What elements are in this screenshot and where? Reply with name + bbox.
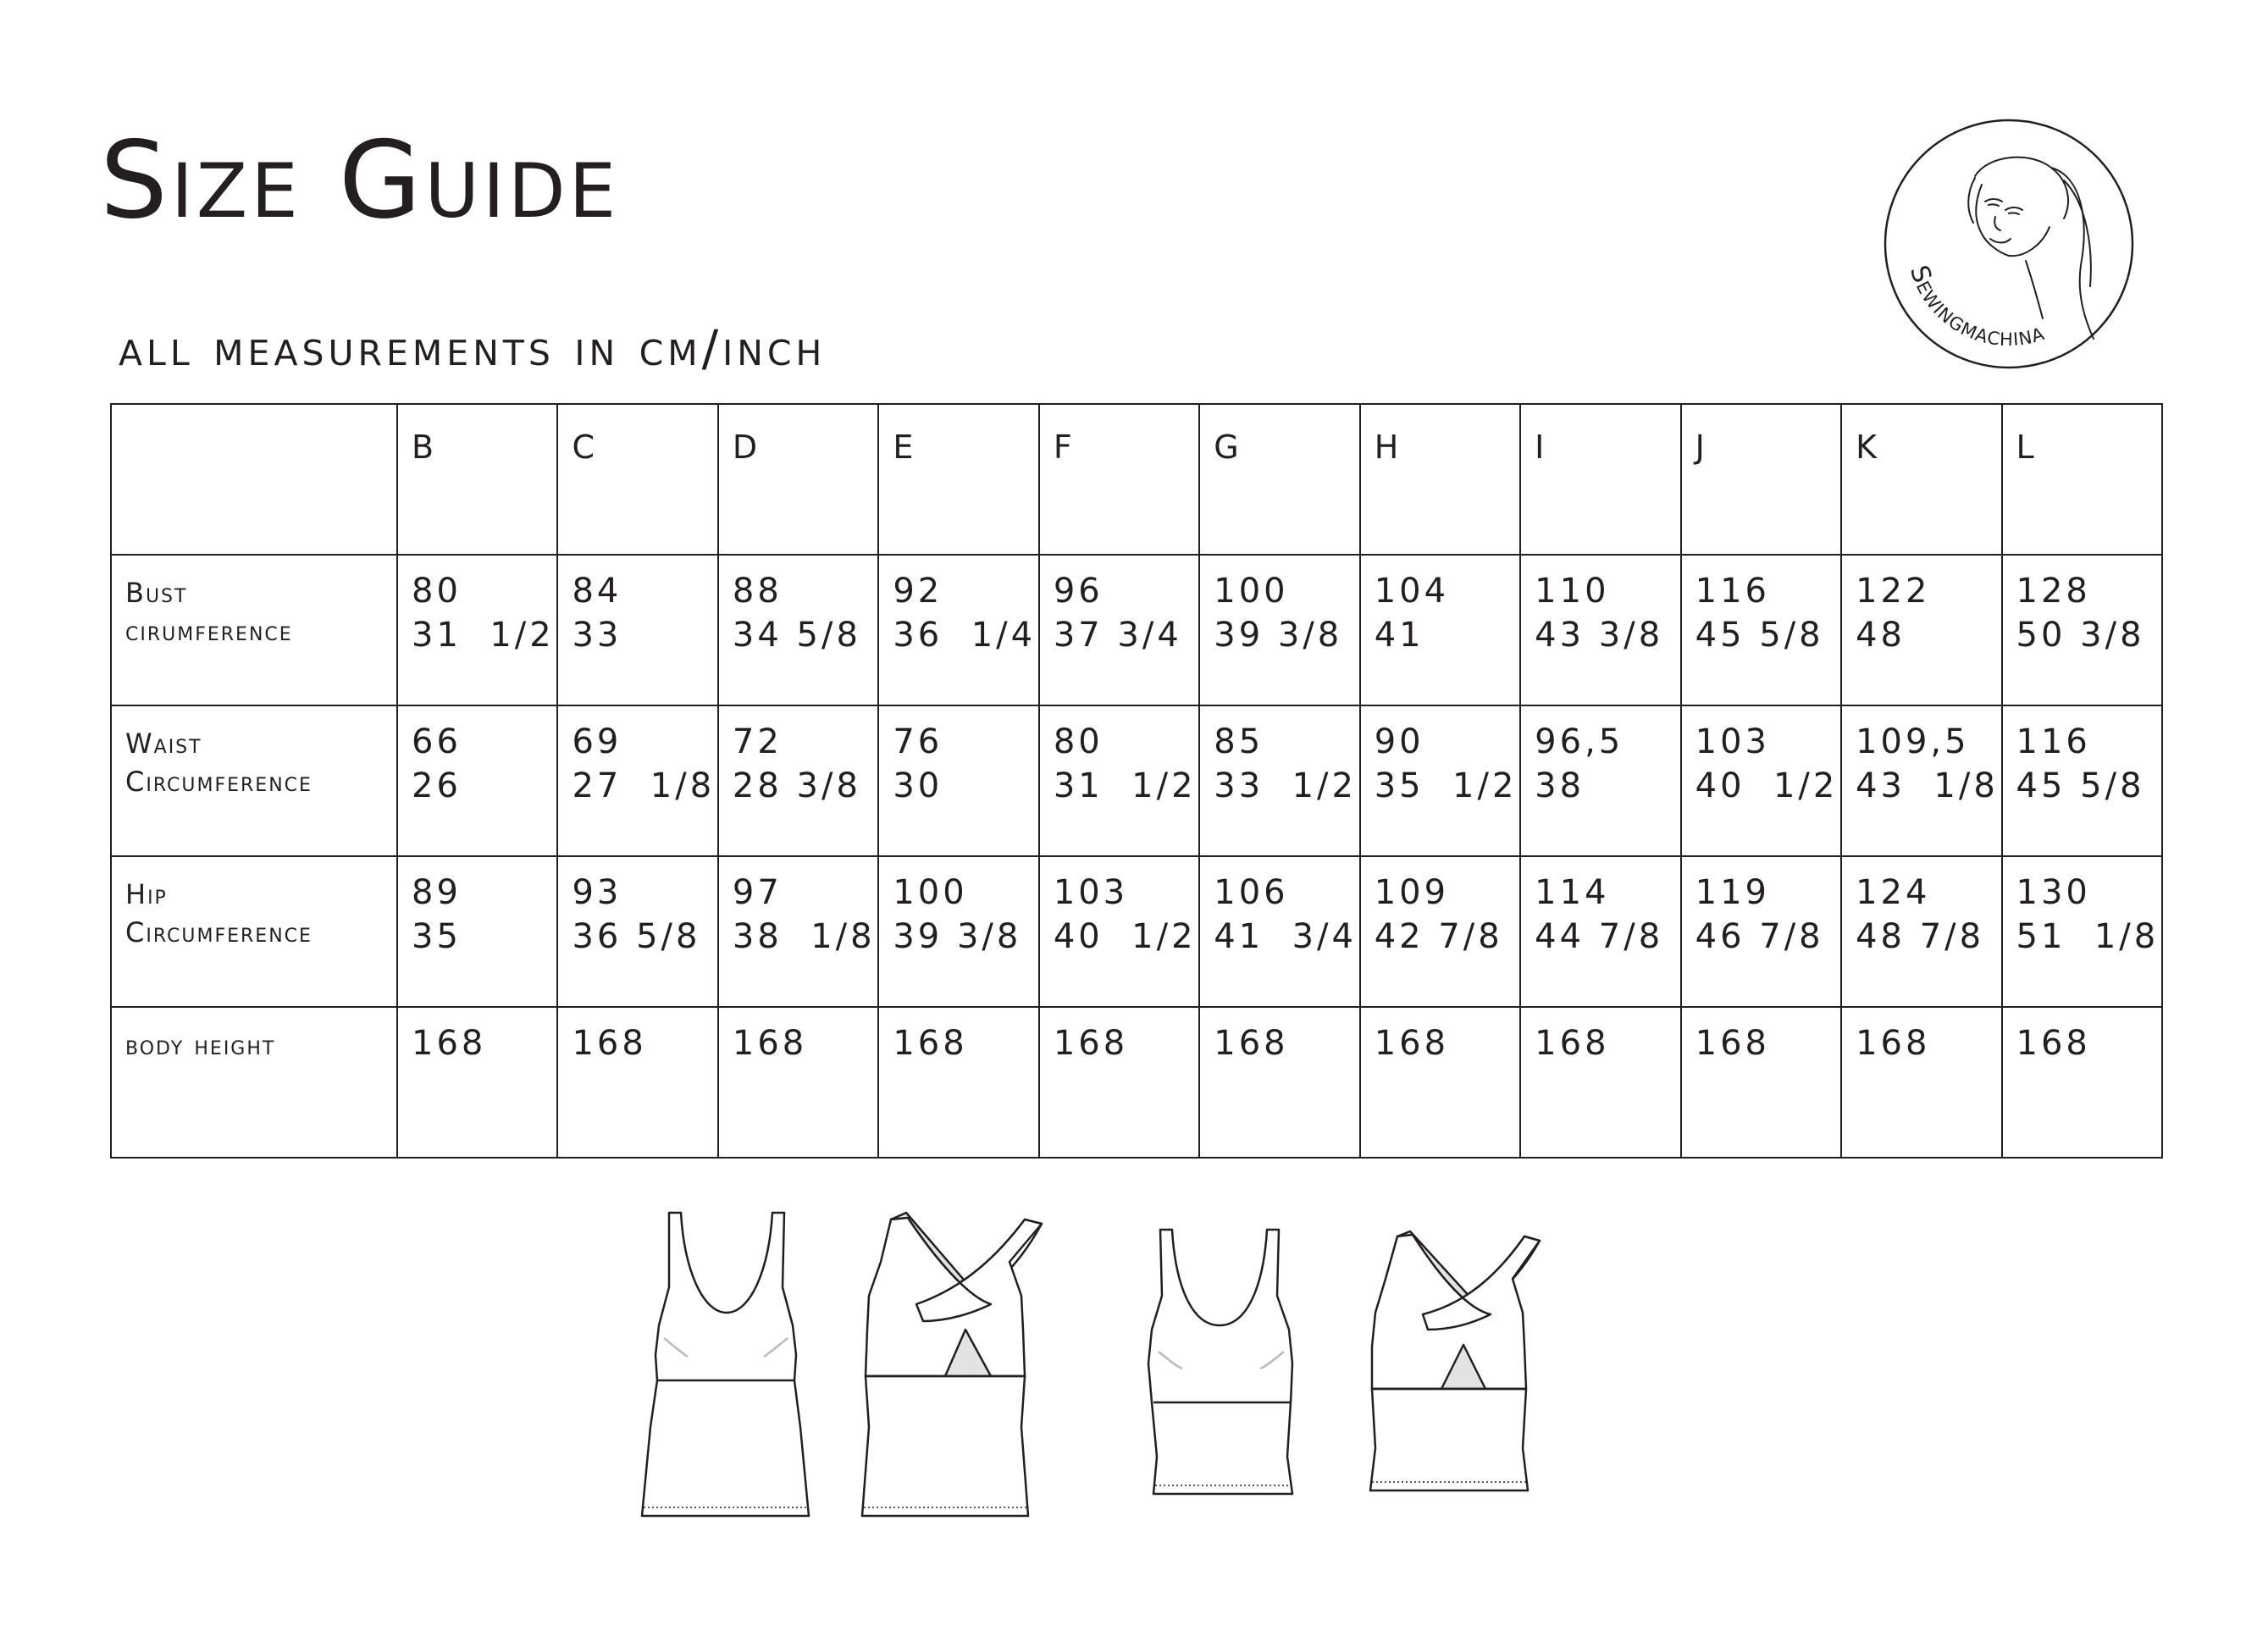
size-header: E bbox=[878, 404, 1038, 555]
value-cm: 168 bbox=[1856, 1024, 1931, 1063]
value-cm: 128 bbox=[2016, 572, 2091, 611]
value-cm: 103 bbox=[1695, 722, 1770, 761]
size-header: I bbox=[1520, 404, 1680, 555]
measurement-cell bbox=[878, 1007, 1038, 1158]
measurement-label-line: Hip bbox=[125, 878, 168, 910]
measurement-cell bbox=[397, 1007, 557, 1158]
measurement-cell bbox=[1360, 555, 1520, 705]
value-inch: 38 1/8 bbox=[732, 917, 876, 956]
measurement-label bbox=[111, 856, 397, 1007]
measurement-cell bbox=[1681, 856, 1841, 1007]
measurement-cell bbox=[718, 555, 878, 705]
measurement-cell bbox=[1841, 705, 2001, 856]
measurement-cell bbox=[1681, 705, 1841, 856]
value-cm: 93 bbox=[572, 873, 622, 912]
value-inch: 46 7/8 bbox=[1695, 917, 1824, 956]
value-cm: 100 bbox=[893, 873, 968, 912]
value-cm: 89 bbox=[412, 873, 462, 912]
corner-cell bbox=[111, 404, 397, 555]
value-cm: 90 bbox=[1374, 722, 1424, 761]
measurement-cell bbox=[1199, 555, 1359, 705]
size-header: D bbox=[718, 404, 878, 555]
value-inch: 36 1/4 bbox=[893, 616, 1037, 655]
value-inch: 43 3/8 bbox=[1535, 616, 1664, 655]
value-cm: 124 bbox=[1856, 873, 1931, 912]
value-cm: 168 bbox=[412, 1024, 487, 1063]
value-cm: 168 bbox=[2016, 1024, 2091, 1063]
size-header: F bbox=[1039, 404, 1199, 555]
page-subtitle: all measurements in cm/inch bbox=[119, 319, 827, 377]
measurement-label bbox=[111, 555, 397, 705]
value-inch: 34 5/8 bbox=[732, 616, 861, 655]
measurement-cell bbox=[397, 705, 557, 856]
value-inch: 41 3/4 bbox=[1214, 917, 1357, 956]
value-inch: 39 3/8 bbox=[1214, 616, 1343, 655]
value-inch: 39 3/8 bbox=[893, 917, 1022, 956]
measurement-cell bbox=[2002, 705, 2162, 856]
measurement-cell bbox=[1199, 705, 1359, 856]
measurement-cell bbox=[878, 856, 1038, 1007]
measurement-cell bbox=[1199, 1007, 1359, 1158]
measurement-cell bbox=[1520, 1007, 1680, 1158]
table-row bbox=[111, 555, 2162, 705]
value-inch: 44 7/8 bbox=[1535, 917, 1664, 956]
measurement-cell bbox=[1520, 856, 1680, 1007]
measurement-cell bbox=[718, 1007, 878, 1158]
value-inch: 31 1/2 bbox=[412, 616, 555, 655]
measurement-cell bbox=[1841, 856, 2001, 1007]
measurement-cell bbox=[718, 856, 878, 1007]
value-cm: 69 bbox=[572, 722, 622, 761]
value-inch: 33 1/2 bbox=[1214, 766, 1357, 805]
measurement-cell bbox=[718, 705, 878, 856]
value-inch: 27 1/8 bbox=[572, 766, 716, 805]
value-cm: 109,5 bbox=[1856, 722, 1970, 761]
value-cm: 130 bbox=[2016, 873, 2091, 912]
measurement-cell bbox=[1199, 856, 1359, 1007]
measurement-cell bbox=[1520, 555, 1680, 705]
value-inch: 40 1/2 bbox=[1695, 766, 1839, 805]
size-header: J bbox=[1681, 404, 1841, 555]
size-header: H bbox=[1360, 404, 1520, 555]
measurement-cell bbox=[1681, 1007, 1841, 1158]
measurement-label-line: body height bbox=[125, 1029, 276, 1061]
value-cm: 168 bbox=[1053, 1024, 1129, 1063]
value-cm: 80 bbox=[1053, 722, 1104, 761]
value-cm: 116 bbox=[1695, 572, 1770, 611]
value-cm: 96 bbox=[1053, 572, 1104, 611]
value-inch: 42 7/8 bbox=[1374, 917, 1503, 956]
value-inch: 45 5/8 bbox=[1695, 616, 1824, 655]
value-cm: 168 bbox=[1374, 1024, 1450, 1063]
measurement-cell bbox=[557, 555, 717, 705]
value-inch: 36 5/8 bbox=[572, 917, 701, 956]
woman-portrait-logo bbox=[1882, 117, 2136, 371]
value-cm: 104 bbox=[1374, 572, 1450, 611]
value-cm: 84 bbox=[572, 572, 622, 611]
measurement-cell bbox=[878, 555, 1038, 705]
value-cm: 168 bbox=[1535, 1024, 1610, 1063]
measurement-cell bbox=[1360, 1007, 1520, 1158]
measurement-label-line: Circumference bbox=[125, 766, 313, 798]
value-cm: 119 bbox=[1695, 873, 1770, 912]
value-inch: 40 1/2 bbox=[1053, 917, 1197, 956]
size-header: L bbox=[2002, 404, 2162, 555]
svg-text:Sewingmachina bbox=[1904, 262, 2049, 352]
value-inch: 33 bbox=[572, 616, 622, 655]
value-inch: 45 5/8 bbox=[2016, 766, 2145, 805]
measurement-cell bbox=[878, 705, 1038, 856]
value-inch: 51 1/8 bbox=[2016, 917, 2160, 956]
value-cm: 103 bbox=[1053, 873, 1129, 912]
measurement-label-line: cirumference bbox=[125, 615, 293, 647]
size-header: B bbox=[397, 404, 557, 555]
value-cm: 100 bbox=[1214, 572, 1289, 611]
value-inch: 38 bbox=[1535, 766, 1585, 805]
value-cm: 72 bbox=[732, 722, 783, 761]
measurement-cell bbox=[1039, 555, 1199, 705]
value-cm: 80 bbox=[412, 572, 462, 611]
value-inch: 30 bbox=[893, 766, 943, 805]
measurement-cell bbox=[1520, 705, 1680, 856]
measurement-cell bbox=[2002, 856, 2162, 1007]
table-header-row bbox=[111, 404, 2162, 555]
measurement-cell bbox=[397, 856, 557, 1007]
value-cm: 76 bbox=[893, 722, 943, 761]
value-inch: 48 bbox=[1856, 616, 1906, 655]
value-cm: 88 bbox=[732, 572, 783, 611]
value-cm: 96,5 bbox=[1535, 722, 1624, 761]
size-header: C bbox=[557, 404, 717, 555]
size-header: K bbox=[1841, 404, 2001, 555]
value-cm: 168 bbox=[572, 1024, 647, 1063]
value-cm: 168 bbox=[732, 1024, 808, 1063]
tank-top-long-back-icon bbox=[862, 1213, 1042, 1516]
measurement-cell bbox=[1681, 555, 1841, 705]
measurement-cell bbox=[1841, 1007, 2001, 1158]
measurement-cell bbox=[1039, 1007, 1199, 1158]
value-cm: 85 bbox=[1214, 722, 1264, 761]
tank-top-long-front-icon bbox=[642, 1213, 809, 1516]
value-cm: 168 bbox=[1695, 1024, 1770, 1063]
value-inch: 37 3/4 bbox=[1053, 616, 1182, 655]
value-inch: 50 3/8 bbox=[2016, 616, 2145, 655]
measurement-cell bbox=[557, 1007, 717, 1158]
value-cm: 97 bbox=[732, 873, 783, 912]
measurement-cell bbox=[2002, 1007, 2162, 1158]
value-inch: 43 1/8 bbox=[1856, 766, 1999, 805]
value-cm: 110 bbox=[1535, 572, 1610, 611]
tank-top-cropped-front-icon bbox=[1148, 1230, 1292, 1494]
measurement-cell bbox=[557, 705, 717, 856]
logo-brand-text: Sewingmachina bbox=[1903, 262, 2049, 353]
value-inch: 48 7/8 bbox=[1856, 917, 1985, 956]
table-row bbox=[111, 856, 2162, 1007]
value-inch: 31 1/2 bbox=[1053, 766, 1197, 805]
value-cm: 92 bbox=[893, 572, 943, 611]
value-cm: 106 bbox=[1214, 873, 1289, 912]
table-row bbox=[111, 1007, 2162, 1158]
measurement-cell bbox=[1841, 555, 2001, 705]
page-title: Size Guide bbox=[100, 118, 620, 242]
value-cm: 122 bbox=[1856, 572, 1931, 611]
value-inch: 26 bbox=[412, 766, 462, 805]
measurement-cell bbox=[1360, 705, 1520, 856]
garment-illustrations bbox=[627, 1203, 1601, 1541]
measurement-label-line: Bust bbox=[125, 577, 188, 609]
value-cm: 109 bbox=[1374, 873, 1450, 912]
value-inch: 41 bbox=[1374, 616, 1424, 655]
measurement-cell bbox=[1039, 856, 1199, 1007]
value-cm: 66 bbox=[412, 722, 462, 761]
value-inch: 28 3/8 bbox=[732, 766, 861, 805]
value-inch: 35 bbox=[412, 917, 462, 956]
size-table bbox=[110, 403, 2163, 1159]
value-inch: 35 1/2 bbox=[1374, 766, 1518, 805]
value-cm: 168 bbox=[893, 1024, 968, 1063]
measurement-cell bbox=[1360, 856, 1520, 1007]
measurement-cell bbox=[397, 555, 557, 705]
value-cm: 114 bbox=[1535, 873, 1610, 912]
table-row bbox=[111, 705, 2162, 856]
measurement-cell bbox=[2002, 555, 2162, 705]
measurement-cell bbox=[1039, 705, 1199, 856]
size-header: G bbox=[1199, 404, 1359, 555]
value-cm: 168 bbox=[1214, 1024, 1289, 1063]
value-cm: 116 bbox=[2016, 722, 2091, 761]
measurement-label bbox=[111, 705, 397, 856]
tank-top-cropped-back-icon bbox=[1370, 1231, 1540, 1490]
measurement-cell bbox=[557, 856, 717, 1007]
measurement-label-line: Circumference bbox=[125, 916, 313, 948]
measurement-label-line: Waist bbox=[125, 727, 202, 760]
measurement-label bbox=[111, 1007, 397, 1158]
